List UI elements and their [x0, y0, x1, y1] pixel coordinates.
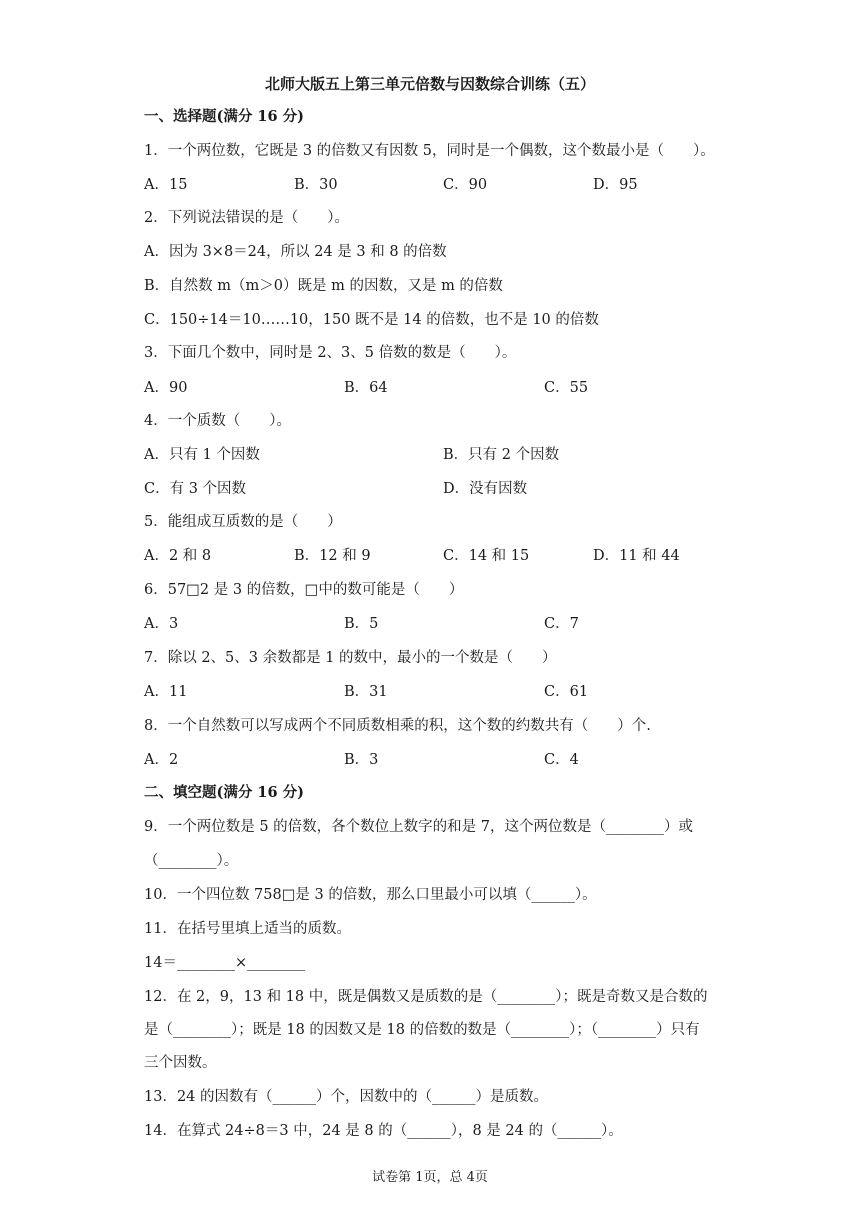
q2-option-a: A．因为 3×8＝24，所以 24 是 3 和 8 的倍数 — [144, 244, 447, 260]
q4-option-c: C．有 3 个因数 — [144, 481, 247, 497]
section-heading-choice: 一、选择题(满分 16 分) — [144, 108, 304, 125]
q5-option-b: B．12 和 9 — [294, 548, 371, 564]
question-12-line2: 是（________）；既是 18 的因数又是 18 的倍数的数是（________）；（________）只有 — [144, 1022, 700, 1038]
section-heading-fill: 二、填空题(满分 16 分) — [144, 784, 304, 801]
question-14: 14．在算式 24÷8＝3 中，24 是 8 的（______），8 是 24 的（______）。 — [144, 1123, 623, 1139]
question-10: 10．一个四位数 758□是 3 的倍数，那么口里最小可以填（______）。 — [144, 887, 597, 903]
q1-option-d: D．95 — [593, 177, 638, 193]
question-13: 13．24 的因数有（______）个，因数中的（______）是质数。 — [144, 1089, 549, 1105]
q8-option-c: C．4 — [544, 752, 579, 768]
q1-option-c: C．90 — [443, 177, 488, 193]
question-12-line3: 三个因数。 — [144, 1055, 217, 1071]
question-1: 1．一个两位数，它既是 3 的倍数又有因数 5，同时是一个偶数，这个数最小是（ ）。 — [144, 143, 715, 159]
question-11: 11．在括号里填上适当的质数。 — [144, 921, 351, 937]
q5-option-a: A．2 和 8 — [144, 548, 212, 564]
q6-option-b: B．5 — [344, 616, 379, 632]
question-6: 6．57□2 是 3 的倍数，□中的数可能是（ ） — [144, 582, 464, 598]
q7-option-a: A．11 — [144, 684, 188, 700]
q8-option-a: A．2 — [144, 752, 179, 768]
question-8: 8．一个自然数可以写成两个不同质数相乘的积，这个数的约数共有（ ）个. — [144, 718, 651, 734]
q5-option-d: D．11 和 44 — [593, 548, 680, 564]
q4-option-a: A．只有 1 个因数 — [144, 447, 260, 463]
q4-option-b: B．只有 2 个因数 — [443, 447, 560, 463]
q8-option-b: B．3 — [344, 752, 379, 768]
question-11-equation: 14＝________×________ — [144, 955, 306, 971]
question-9-line2: （________）。 — [144, 853, 239, 869]
q5-option-c: C．14 和 15 — [443, 548, 530, 564]
q1-option-a: A．15 — [144, 177, 188, 193]
question-9-line1: 9．一个两位数是 5 的倍数，各个数位上数字的和是 7，这个两位数是（________）或 — [144, 819, 694, 835]
q3-option-c: C．55 — [544, 380, 589, 396]
question-3: 3．下面几个数中，同时是 2、3、5 倍数的数是（ ）。 — [144, 345, 517, 361]
page-title: 北师大版五上第三单元倍数与因数综合训练（五） — [264, 75, 595, 93]
q4-option-d: D．没有因数 — [443, 481, 528, 497]
question-2: 2．下列说法错误的是（ ）。 — [144, 210, 349, 226]
q3-option-b: B．64 — [344, 380, 388, 396]
question-4: 4．一个质数（ ）。 — [144, 413, 291, 429]
q1-option-b: B．30 — [294, 177, 338, 193]
question-5: 5．能组成互质数的是（ ） — [144, 514, 342, 530]
question-7: 7．除以 2、5、3 余数都是 1 的数中，最小的一个数是（ ） — [144, 650, 557, 666]
q2-option-c: C．150÷14＝10……10，150 既不是 14 的倍数，也不是 10 的倍数 — [144, 312, 599, 328]
q7-option-c: C．61 — [544, 684, 589, 700]
q3-option-a: A．90 — [144, 380, 188, 396]
q6-option-c: C．7 — [544, 616, 579, 632]
page-footer: 试卷第 1页，总 4页 — [372, 1170, 488, 1185]
q2-option-b: B．自然数 m（m＞0）既是 m 的因数，又是 m 的倍数 — [144, 278, 503, 294]
question-12-line1: 12．在 2，9，13 和 18 中，既是偶数又是质数的是（________）；既是奇数又是合数的 — [144, 989, 708, 1005]
q6-option-a: A．3 — [144, 616, 179, 632]
q7-option-b: B．31 — [344, 684, 388, 700]
